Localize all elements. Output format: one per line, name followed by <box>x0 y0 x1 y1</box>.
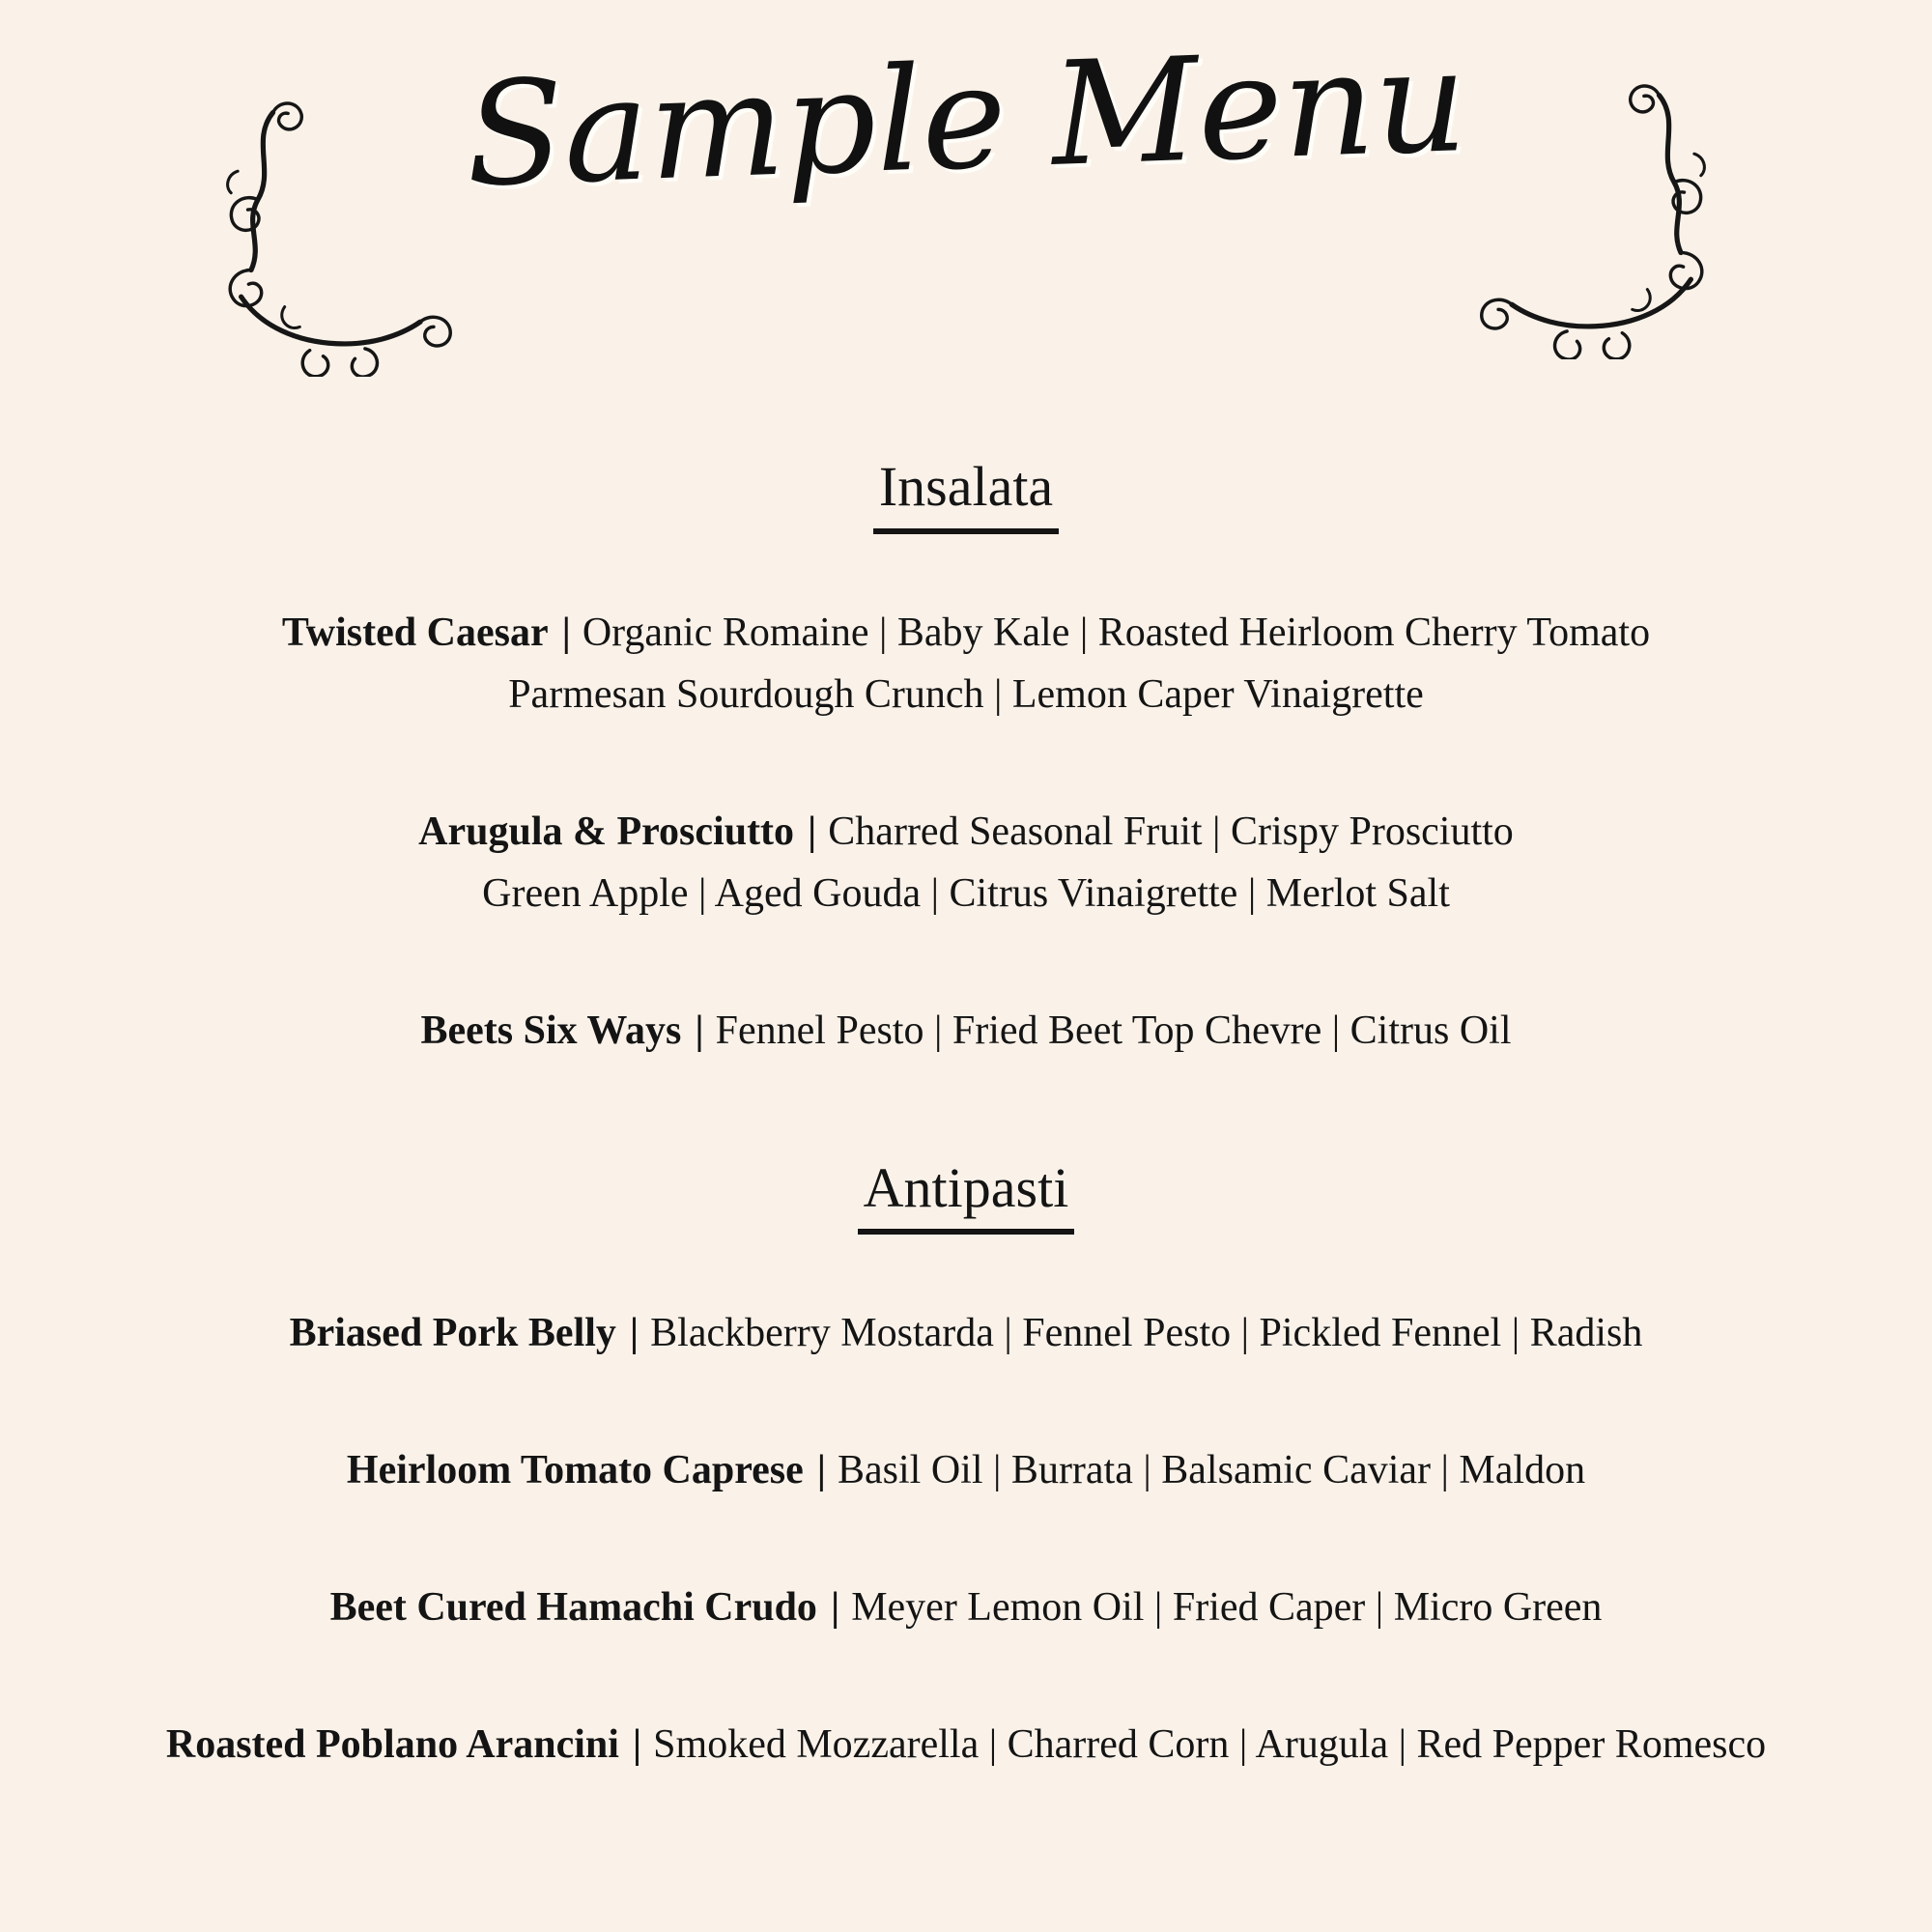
item-line <box>58 1302 1874 1364</box>
menu-header <box>0 16 1932 402</box>
item-name: Arugula & Prosciutto <box>418 809 795 854</box>
item-name-separator: | <box>561 610 571 655</box>
item-line <box>58 1714 1874 1776</box>
item-name: Twisted Caesar <box>281 610 549 655</box>
item-line <box>58 801 1874 863</box>
menu-title: Sample Menu <box>463 16 1469 219</box>
item-name: Heirloom Tomato Caprese <box>346 1448 804 1492</box>
item-name-separator: | <box>632 1722 642 1767</box>
menu-item-arugula-prosciutto <box>58 801 1874 924</box>
item-line <box>58 1000 1874 1062</box>
menu-item-tomato-caprese <box>58 1439 1874 1501</box>
item-ingredients: Fennel Pesto | Fried Beet Top Chevre | Citrus Oil <box>715 1008 1512 1053</box>
item-name-separator: | <box>808 809 817 854</box>
item-name-separator: | <box>629 1311 639 1355</box>
section-antipasti <box>0 1153 1932 1776</box>
item-name-separator: | <box>830 1585 840 1630</box>
item-name-separator: | <box>695 1008 704 1053</box>
item-line <box>58 1577 1874 1638</box>
item-line <box>58 1439 1874 1501</box>
section-insalata <box>0 452 1932 1062</box>
item-ingredients: Meyer Lemon Oil | Fried Caper | Micro Green <box>851 1585 1603 1630</box>
menu-item-hamachi-crudo <box>58 1577 1874 1638</box>
item-name: Roasted Poblano Arancini <box>165 1722 619 1767</box>
corner-flourish-left-icon <box>201 81 452 377</box>
section-heading-text: Insalata <box>873 452 1059 534</box>
item-ingredients-line-2: Parmesan Sourdough Crunch | Lemon Caper Vinaigrette <box>508 671 1424 717</box>
section-heading <box>0 1153 1932 1236</box>
menu-item-pork-belly <box>58 1302 1874 1364</box>
item-ingredients: Basil Oil | Burrata | Balsamic Caviar | Maldon <box>838 1448 1586 1492</box>
item-ingredients: Blackberry Mostarda | Fennel Pesto | Pickled Fennel | Radish <box>650 1311 1643 1355</box>
menu-item-beets-six-ways <box>58 1000 1874 1062</box>
item-ingredients: Charred Seasonal Fruit | Crispy Prosciutto <box>828 809 1514 854</box>
corner-flourish-right-icon <box>1480 64 1731 359</box>
item-name: Beet Cured Hamachi Crudo <box>329 1585 817 1630</box>
menu-item-poblano-arancini <box>58 1714 1874 1776</box>
item-ingredients: Organic Romaine | Baby Kale | Roasted Heirloom Cherry Tomato <box>582 610 1651 655</box>
section-heading <box>0 452 1932 534</box>
menu-item-twisted-caesar <box>58 602 1874 725</box>
item-name-separator: | <box>816 1448 827 1492</box>
item-ingredients-line-2: Green Apple | Aged Gouda | Citrus Vinaigrette | Merlot Salt <box>482 870 1450 916</box>
item-name: Briased Pork Belly <box>289 1311 616 1355</box>
item-name: Beets Six Ways <box>420 1008 682 1053</box>
item-ingredients: Smoked Mozzarella | Charred Corn | Arugula | Red Pepper Romesco <box>653 1722 1767 1767</box>
item-line <box>58 602 1874 664</box>
section-heading-text: Antipasti <box>858 1153 1075 1236</box>
